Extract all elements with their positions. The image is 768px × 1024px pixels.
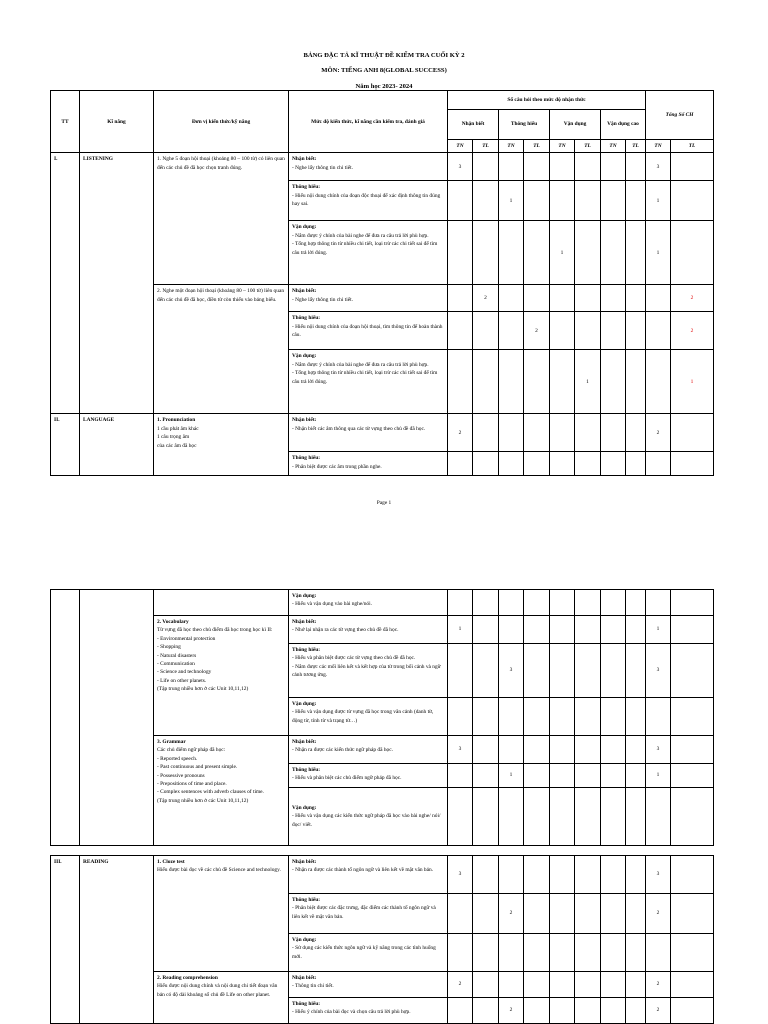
row-desc: Nhận biết: - Nhận biết các âm thông qua các từ vựng theo chủ đề đã học. [289, 414, 448, 452]
col-total: Tổng Số CH [646, 91, 714, 140]
document-title: BẢNG ĐẶC TẢ KĨ THUẬT ĐỀ KIỂM TRA CUỐI KỲ 2 [303, 52, 465, 59]
col-van-dung-cao: Vận dụng cao [601, 110, 646, 140]
col-num-questions: Số câu hỏi theo mức độ nhận thức [448, 91, 646, 110]
row-desc: Thông hiểu: - Phân biệt được các âm trong phần nghe. [289, 452, 448, 476]
row-desc: Vận dụng: - Hiểu và vận dụng vào bài nghe/nói. [289, 590, 448, 616]
row-desc: Nhận biết: - Nghe lấy thông tin chi tiết. [289, 153, 448, 181]
spec-table-page1 [50, 90, 714, 476]
row-desc: Vận dụng: - Hiểu và vận dụng các kiến thức ngữ pháp đã học vào bài nghe/ nói/ đọc/ viết. [289, 788, 448, 846]
row-desc: Thông hiểu: - Hiểu và phân biệt các chủ điểm ngữ pháp đã học. [289, 764, 448, 788]
table-row: Vận dụng: - Nắm được ý chính của bài nghe để đưa ra câu trả lời phù hợp. - Tổng hợp thông tin từ nhiều chi tiết, loại trừ các chi tiết sai để tìm câu trả lời đúng. 1 1 [51, 350, 714, 414]
table-row: III. READING 1. Cloze test Hiểu được bài đọc về các chủ đề Science and technology. Nhận biết: - Nhận ra được các thành tố ngôn ngữ và liên kết về mặt văn bản. 3 3 [51, 856, 714, 894]
col-unit: Đơn vị kiến thức/kỹ năng [154, 91, 289, 153]
col-skill: Kĩ năng [80, 91, 154, 153]
row-desc: Nhận biết: - Nhận ra được các kiến thức ngữ pháp đã học. [289, 736, 448, 764]
row-unit: 3. Grammar Các chủ điểm ngữ pháp đã học: - Reported speech. - Past continuous and present simple. - Possessive pronouns - Prepositions of time and place. - Complex sentences with adverb clauses of time. (Tập trung nhiều hơn ở các Unit 10,11,12) [154, 736, 289, 846]
document-subject: MÔN: TIẾNG ANH 8(GLOBAL SUCCESS) [321, 67, 447, 74]
row-desc: Thông hiểu: - Phân biệt được các đặc trưng, đặc điểm các thành tố ngôn ngữ và liên kết về mặt văn bản. [289, 894, 448, 934]
page-number: Page 1 [376, 500, 392, 506]
col-tl: TL [671, 140, 714, 153]
row-desc: Vận dụng: - Hiểu và vận dụng được từ vựng đã học trong văn cảnh (danh từ, động từ, tính từ và trạng từ…) [289, 698, 448, 736]
table-row: 2. Reading comprehension Hiểu được nội dung chính và nội dung chi tiết đoạn văn bản có độ dài khoảng số chủ đề Life on other planet. Nhận biết: - Thông tin chi tiết. 2 2 [51, 972, 714, 998]
table-row: Thông hiểu: - Hiểu và phân biệt các chủ điểm ngữ pháp đã học. 1 1 [51, 764, 714, 788]
col-nhan-biet: Nhận biết [448, 110, 499, 140]
row-desc: Vận dụng: - Nắm được ý chính của bài nghe để đưa ra câu trả lời phù hợp. - Tổng hợp thông tin từ nhiều chi tiết, loại trừ các chi tiết sai để tìm câu trả lời đúng. [289, 350, 448, 414]
table-row: I. LISTENING 1. Nghe 5 đoạn hội thoại (khoảng 80 – 100 từ) có liên quan đến các chủ đề đã học chọn tranh đúng. Nhận biết: - Nghe lấy thông tin chi tiết. 3 3 [51, 153, 714, 181]
row-desc: Nhận biết: - Nghe lấy thông tin chi tiết. [289, 285, 448, 312]
row-desc: Vận dụng: - Nắm được ý chính của bài nghe để đưa ra câu trả lời phù hợp. - Tổng hợp thông tin từ nhiều chi tiết, loại trừ các chi tiết sai để tìm câu trả lời đúng. [289, 221, 448, 285]
row-skill: LISTENING [80, 153, 154, 414]
col-level-desc: Mức độ kiến thức, kĩ năng cần kiểm tra, đánh giá [289, 91, 448, 153]
table-row: Thông hiểu: - Hiểu ý chính của bài đọc và chọn câu trả lời phù hợp. 2 2 [51, 998, 714, 1024]
row-desc: Thông hiểu: - Hiểu ý chính của bài đọc và chọn câu trả lời phù hợp. [289, 998, 448, 1024]
col-van-dung: Vận dụng [550, 110, 601, 140]
col-tl: TL [575, 140, 601, 153]
row-skill: READING [80, 856, 154, 1024]
table-row: 2. Nghe một đoạn hội thoại (khoảng 80 – 100 từ) liên quan đến các chủ đề đã học, điền từ còn thiếu vào bảng biểu. Nhận biết: - Nghe lấy thông tin chi tiết. 2 2 [51, 285, 714, 312]
row-unit: 2. Reading comprehension Hiểu được nội dung chính và nội dung chi tiết đoạn văn bản có độ dài khoảng số chủ đề Life on other planet. [154, 972, 289, 1024]
table-row: Vận dụng: - Nắm được ý chính của bài nghe để đưa ra câu trả lời phù hợp. - Tổng hợp thông tin từ nhiều chi tiết, loại trừ các chi tiết sai để tìm câu trả lời đúng. 1 1 [51, 221, 714, 285]
row-desc: Thông hiểu: - Hiểu nội dung chính của đoạn độc thoại để xác định thông tin đúng hay sai. [289, 181, 448, 221]
row-tt: III. [51, 856, 80, 1024]
col-tn: TN [601, 140, 626, 153]
table-row: 2. Vocabulary Từ vựng đã học theo chủ điểm đã học trong học kì II: - Environmental protection - Shopping - Natural disasters - Communication - Science and technology - Life on other planets. (Tập trung nhiều hơn ở các Unit 10,11,12) Nhận biết: - Nhớ lại nhận ra các từ vựng theo chủ đề đã học. 1 1 [51, 616, 714, 644]
col-tt: TT [51, 91, 80, 153]
col-tl: TL [524, 140, 550, 153]
row-desc: Vận dụng: - Sử dụng các kiến thức ngôn ngữ và kỹ năng trong các tình huống mới. [289, 934, 448, 972]
col-tn: TN [448, 140, 473, 153]
document-year: Năm học 2023- 2024 [355, 83, 413, 90]
table-row: Thông hiểu: - Hiểu nội dung chính của đoạn hội thoại, tìm thông tin để hoàn thành câu. 2 2 [51, 312, 714, 350]
row-desc: Thông hiểu: - Hiểu nội dung chính của đoạn hội thoại, tìm thông tin để hoàn thành câu. [289, 312, 448, 350]
col-tl: TL [626, 140, 646, 153]
row-unit: 2. Nghe một đoạn hội thoại (khoảng 80 – 100 từ) liên quan đến các chủ đề đã học, điền từ còn thiếu vào bảng biểu. [154, 285, 289, 414]
row-desc: Nhận biết: - Thông tin chi tiết. [289, 972, 448, 998]
row-desc: Nhận biết: - Nhận ra được các thành tố ngôn ngữ và liên kết về mặt văn bản. [289, 856, 448, 894]
row-tt: I. [51, 153, 80, 414]
row-unit: 1. Pronunciation 1 cầu phát âm khác 1 câu trọng âm của các âm đã học [154, 414, 289, 476]
row-desc: Nhận biết: - Nhớ lại nhận ra các từ vựng theo chủ đề đã học. [289, 616, 448, 644]
col-thong-hieu: Thông hiểu [499, 110, 550, 140]
spec-table-reading [50, 855, 714, 1024]
table-row: Thông hiểu: - Hiểu và phân biệt được các từ vựng theo chủ đề đã học. - Nắm được các mối liên kết và kết hợp của từ trong bối cảnh và ngữ cảnh tương ứng. 3 3 [51, 644, 714, 698]
col-tn: TN [646, 140, 671, 153]
col-tn: TN [499, 140, 524, 153]
table-row: Thông hiểu: - Hiểu nội dung chính của đoạn độc thoại để xác định thông tin đúng hay sai. 1 1 [51, 181, 714, 221]
table-row [51, 590, 714, 616]
row-skill: LANGUAGE [80, 414, 154, 476]
table-row: II. LANGUAGE 1. Pronunciation 1 cầu phát âm khác 1 câu trọng âm của các âm đã học Nhận biết: - Nhận biết các âm thông qua các từ vựng theo chủ đề đã học. 2 2 [51, 414, 714, 452]
row-unit: 2. Vocabulary Từ vựng đã học theo chủ điểm đã học trong học kì II: - Environmental protection - Shopping - Natural disasters - Communication - Science and technology - Life on other planets. (Tập trung nhiều hơn ở các Unit 10,11,12) [154, 616, 289, 736]
table-row: 3. Grammar Các chủ điểm ngữ pháp đã học: - Reported speech. - Past continuous and present simple. - Possessive pronouns - Prepositions of time and place. - Complex sentences with adverb clauses of time. (Tập trung nhiều hơn ở các Unit 10,11,12) Nhận biết: - Nhận ra được các kiến thức ngữ pháp đã học. 3 3 [51, 736, 714, 764]
row-desc: Thông hiểu: - Hiểu và phân biệt được các từ vựng theo chủ đề đã học. - Nắm được các mối liên kết và kết hợp của từ trong bối cảnh và ngữ cảnh tương ứng. [289, 644, 448, 698]
row-unit: 1. Nghe 5 đoạn hội thoại (khoảng 80 – 100 từ) có liên quan đến các chủ đề đã học chọn tranh đúng. [154, 153, 289, 285]
col-tl: TL [473, 140, 499, 153]
row-unit: 1. Cloze test Hiểu được bài đọc về các chủ đề Science and technology. [154, 856, 289, 972]
spec-table-page2 [50, 589, 714, 846]
row-tt: II. [51, 414, 80, 476]
col-tn: TN [550, 140, 575, 153]
table-row: Thông hiểu: - Phân biệt được các đặc trưng, đặc điểm các thành tố ngôn ngữ và liên kết về mặt văn bản. 2 2 [51, 894, 714, 934]
